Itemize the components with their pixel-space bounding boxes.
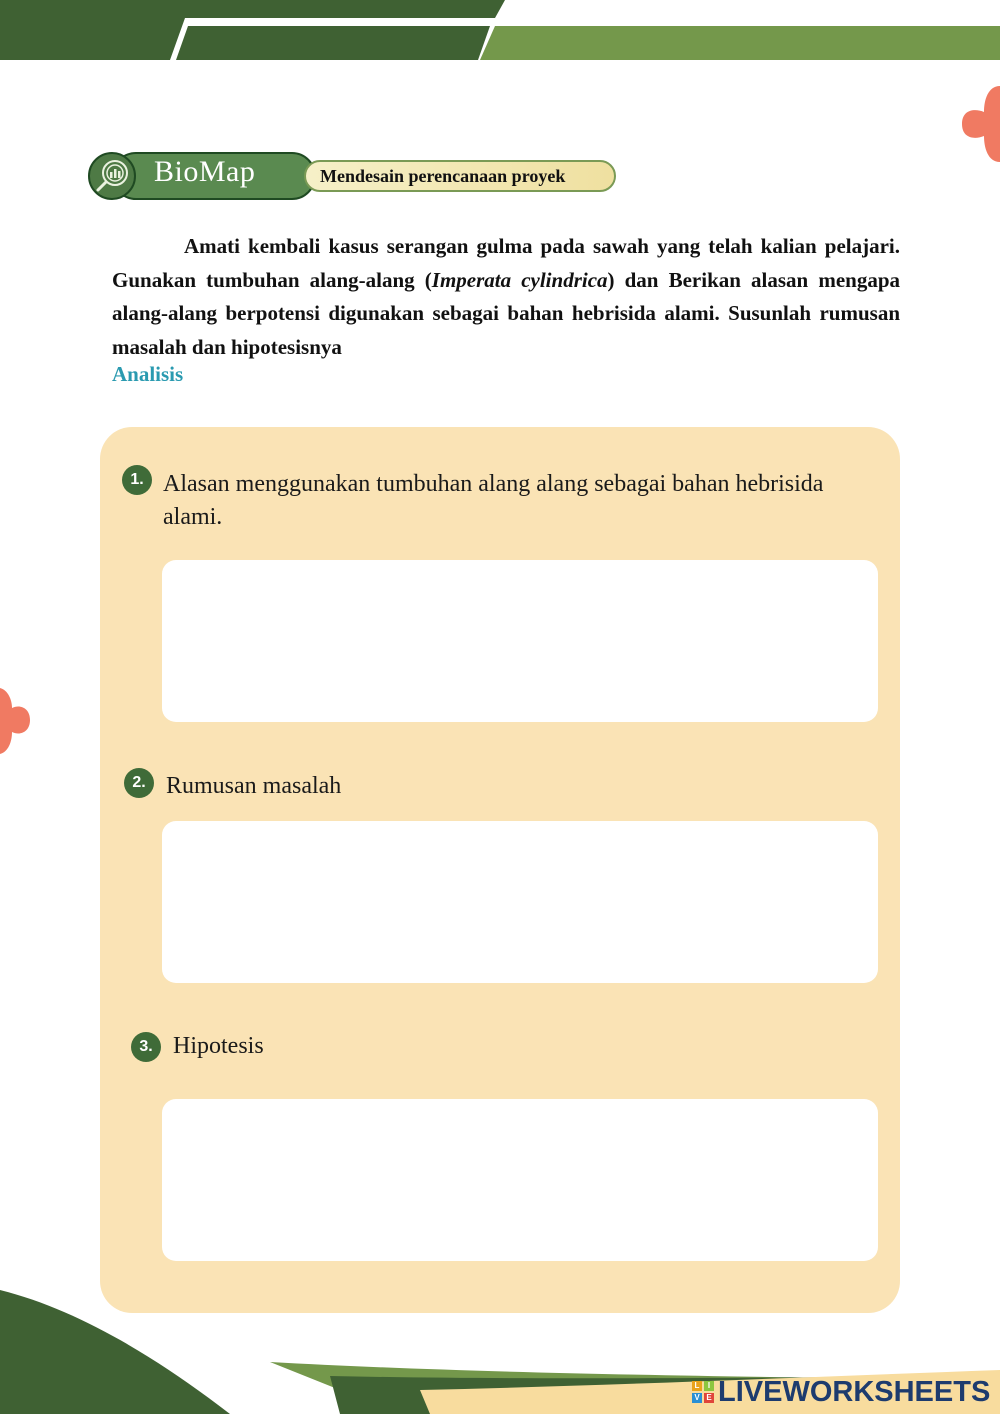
section-label: Analisis — [112, 362, 184, 386]
instruction-text-1: Amati kembali kasus serangan gulma pada sawah yang telah kalian pelajari. Gunakan tumbuhan alang-alang ( — [112, 234, 900, 292]
question-number-3: 3. — [131, 1032, 161, 1062]
logo-letter: L — [692, 1381, 702, 1391]
logo-letter: I — [704, 1381, 714, 1391]
flower-decoration-icon — [0, 688, 30, 754]
logo-text: LIVEWORKSHEETS — [718, 1375, 991, 1408]
question-number-2: 2. — [124, 768, 154, 798]
question-text-3: Hipotesis — [173, 1033, 264, 1059]
answer-box-2[interactable] — [162, 821, 878, 983]
liveworksheets-logo — [692, 1376, 990, 1408]
question-number-1: 1. — [122, 465, 152, 495]
top-banner — [0, 0, 1000, 62]
question-text-1: Alasan menggunakan tumbuhan alang alang sebagai bahan hebrisida alami. — [163, 471, 824, 530]
instruction-text-2: ) dan Berikan alasan mengapa alang-alang berpotensi digunakan sebagai bahan hebrisida alami. Susunlah rumusan masalah dan hipotesisnya — [112, 267, 900, 359]
answer-box-1[interactable] — [162, 560, 878, 722]
logo-grid-icon — [692, 1381, 714, 1403]
logo-letter: E — [704, 1393, 714, 1403]
subtitle-text: Mendesain perencanaan proyek — [320, 166, 566, 186]
magnifier-chart-icon — [90, 154, 134, 198]
question-text-2: Rumusan masalah — [166, 773, 342, 799]
flower-decoration-icon — [958, 86, 1000, 162]
instruction-italic: Imperata cylindrica — [431, 267, 608, 292]
badge-title: BioMap — [154, 155, 256, 188]
badge-icon-circle — [88, 152, 136, 200]
logo-letter: V — [692, 1393, 702, 1403]
instruction-paragraph — [112, 230, 900, 364]
answer-box-3[interactable] — [162, 1099, 878, 1261]
